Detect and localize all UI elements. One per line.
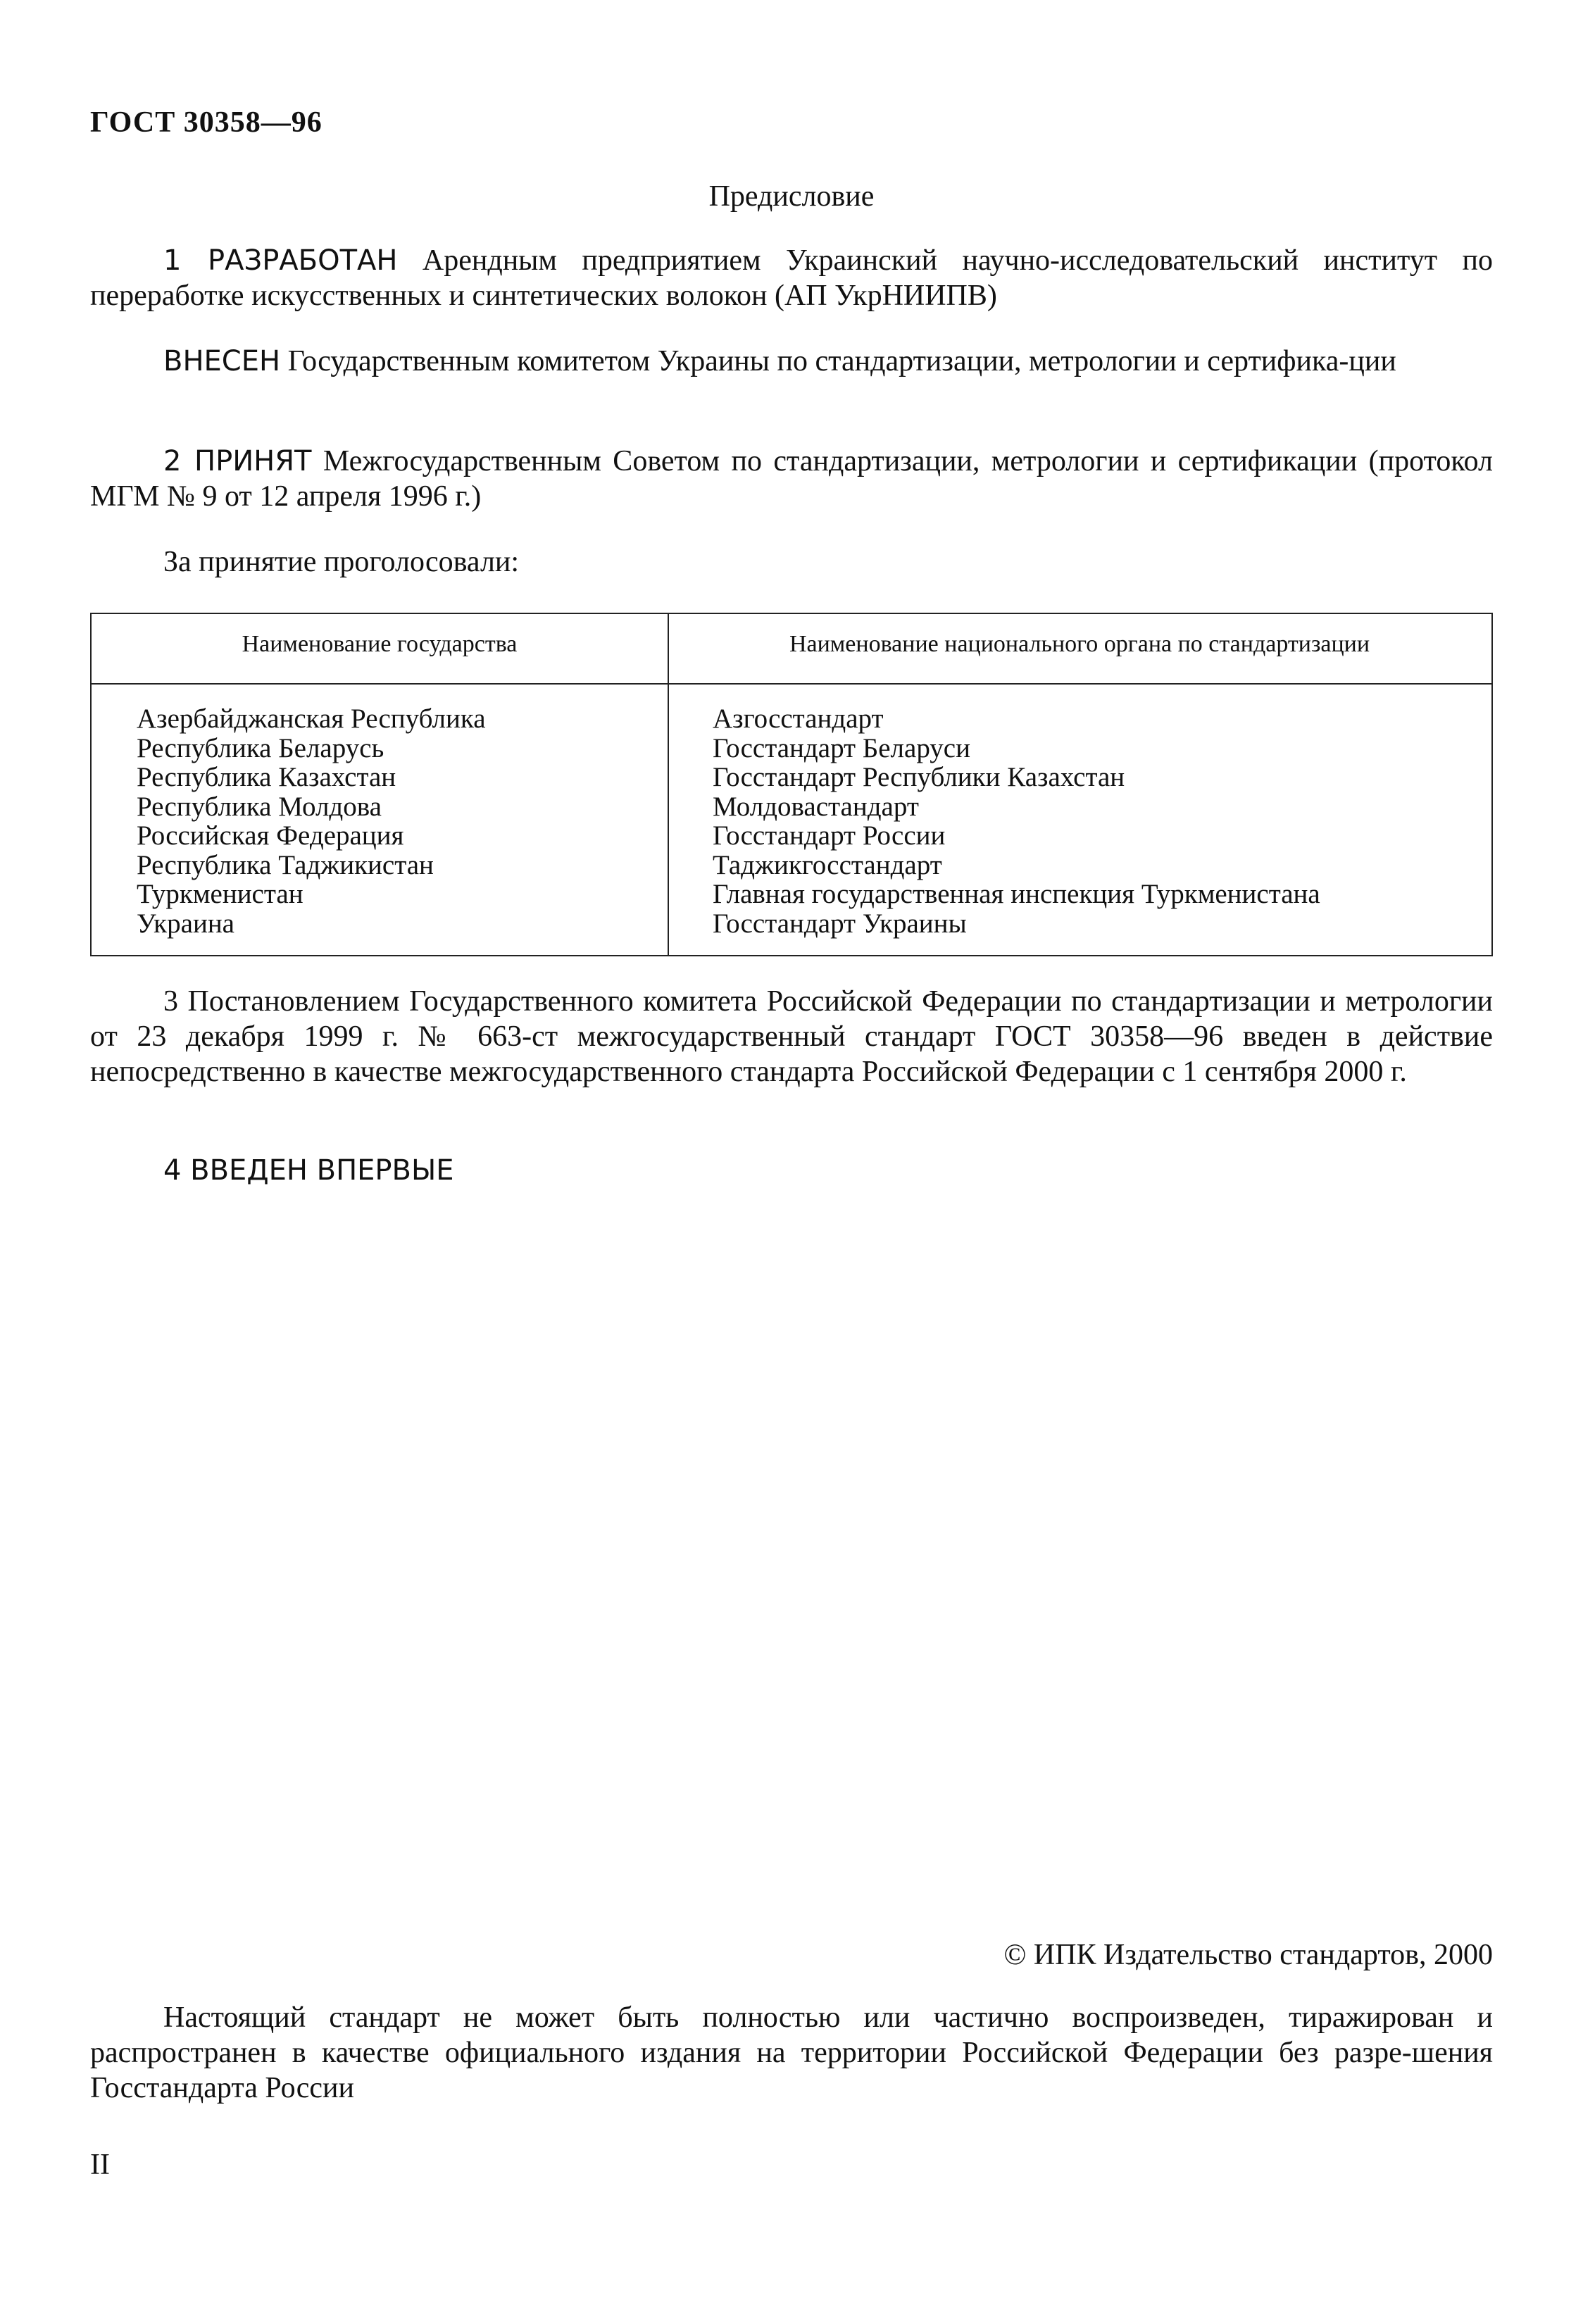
table-cell-standards-body: Таджикгосстандарт	[713, 849, 942, 880]
table-column-divider	[668, 614, 669, 955]
copyright-line: © ИПК Издательство стандартов, 2000	[1003, 1939, 1493, 1971]
section-2-text: Межгосударственным Советом по стандартизации, метрологии и сертификации (протокол МГМ № 9 от 12 апреля 1996 г.)	[90, 445, 1494, 513]
table-cell-standards-body: Госстандарт России	[713, 820, 946, 851]
table-cell-standards-body: Молдовастандарт	[713, 791, 919, 822]
section-3-enacted: 3 Постановлением Государственного комитета Российской Федерации по стандартизации и метрологии от 23 декабря 1999 г. № 663-ст межгосударственный стандарт ГОСТ 30358—96 введен в действие непосредственно в качестве межгосударственного стандарта Российской Федерации с 1 сентября 2000 г.	[90, 985, 1493, 1088]
table-cell-standards-body: Госстандарт Беларуси	[713, 732, 970, 763]
section-2-adopted	[90, 444, 1493, 514]
section-1b-lead: ВНЕСЕН	[163, 345, 281, 377]
page-title: Предисловие	[708, 180, 875, 213]
section-1-lead: 1 РАЗРАБОТАН	[163, 244, 398, 277]
table-header-state: Наименование государства	[242, 631, 518, 657]
table-cell-state: Украина	[137, 908, 234, 939]
table-header-standards-body: Наименование национального органа по стандартизации	[789, 631, 1370, 657]
section-2-lead: 2 ПРИНЯТ	[163, 445, 312, 477]
table-cell-standards-body: Главная государственная инспекция Туркменистана	[713, 879, 1320, 909]
table-cell-standards-body: Госстандарт Республики Казахстан	[713, 762, 1125, 792]
table-cell-state: Российская Федерация	[137, 820, 404, 851]
table-cell-state: Азербайджанская Республика	[137, 704, 486, 734]
section-1-introduced	[90, 344, 1493, 379]
table-header-divider	[92, 683, 1491, 685]
table-column-standards-bodies	[713, 704, 1320, 938]
section-4-first-introduced: 4 ВВЕДЕН ВПЕРВЫЕ	[163, 1154, 454, 1187]
section-1-text: Арендным предприятием Украинский научно-исследовательский институт по переработке искусственных и синтетических волокон (АП УкрНИИПВ)	[90, 244, 1494, 312]
table-cell-state: Республика Таджикистан	[137, 849, 434, 880]
table-cell-state: Туркменистан	[137, 879, 304, 909]
table-cell-state: Республика Беларусь	[137, 732, 384, 763]
table-cell-standards-body: Азгосстандарт	[713, 704, 884, 734]
table-cell-state: Республика Молдова	[137, 791, 382, 822]
voting-table	[90, 613, 1493, 956]
reproduction-notice: Настоящий стандарт не может быть полностью или частично воспроизведен, тиражирован и распространен в качестве официального издания на территории Российской Федерации без разре-шения Госстандарта России	[90, 2001, 1493, 2104]
section-1b-text: Государственным комитетом Украины по стандартизации, метрологии и сертифика-ции	[280, 345, 1396, 377]
table-column-states	[137, 704, 486, 938]
page-number: II	[90, 2149, 110, 2181]
vote-intro: За принятие проголосовали:	[163, 546, 520, 578]
table-cell-standards-body: Госстандарт Украины	[713, 908, 967, 939]
table-cell-state: Республика Казахстан	[137, 762, 396, 792]
document-id: ГОСТ 30358—96	[90, 106, 323, 139]
section-1-developed	[90, 243, 1493, 313]
